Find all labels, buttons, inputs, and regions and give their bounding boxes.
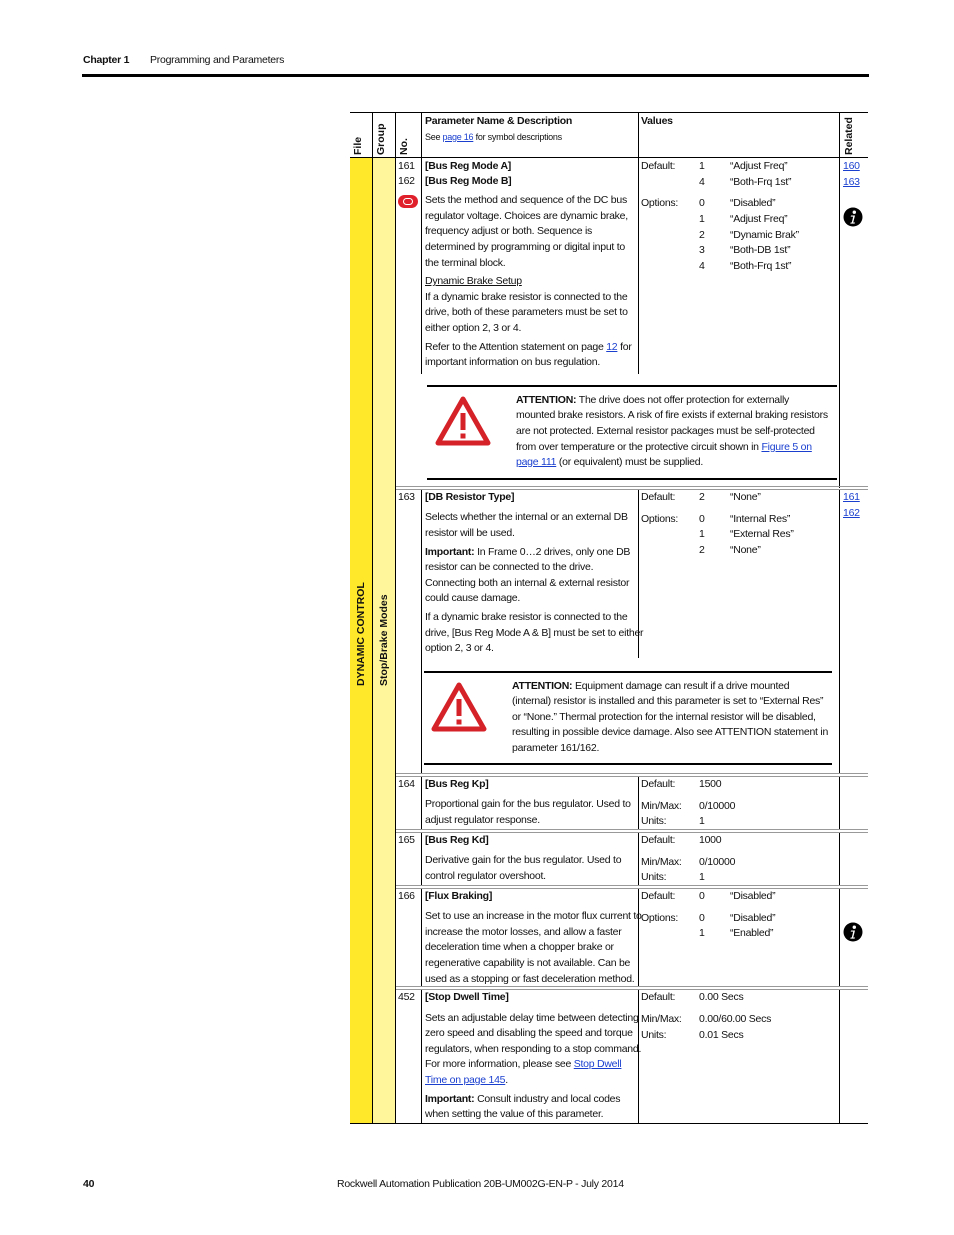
desc-line: If a dynamic brake resistor is connected to the: [425, 291, 628, 303]
desc-line: resistor can be connected to the drive.: [425, 561, 594, 573]
table-bottom-rule: [350, 1123, 868, 1124]
page-145-link[interactable]: Time on page 145: [425, 1074, 506, 1086]
col-divider-group: [395, 112, 396, 1124]
file-label: DYNAMIC CONTROL: [355, 582, 367, 686]
option-text: “Adjust Freq”: [730, 213, 788, 225]
desc-line: Refer to the Attention statement on page 12 for: [425, 341, 632, 353]
units-value: 1: [699, 871, 705, 883]
table-top-rule: [350, 112, 868, 113]
col-divider-desc-head: [638, 112, 639, 158]
desc-line: deceleration time when a chopper brake or: [425, 941, 614, 953]
page-number: 40: [83, 1178, 95, 1190]
minmax-value: 0/10000: [699, 800, 736, 812]
attention-line: ATTENTION: Equipment damage can result if a drive mounted: [512, 680, 790, 692]
option-text: “External Res”: [730, 528, 794, 540]
param-number: 161: [398, 160, 415, 172]
desc-line: could cause damage.: [425, 592, 521, 604]
options-label: Options:: [641, 912, 679, 924]
related-link-160[interactable]: 160: [843, 160, 860, 172]
units-value: 1: [699, 815, 705, 827]
publication-info: Rockwell Automation Publication 20B-UM002G-EN-P - July 2014: [337, 1178, 624, 1190]
option-text: “Both-DB 1st”: [730, 244, 791, 256]
attention-line: from over temperature or the protective circuit shown in Figure 5 on: [516, 441, 812, 453]
header-rule: [82, 74, 869, 77]
default-label: Default:: [641, 890, 676, 902]
param-number: 164: [398, 778, 415, 790]
param-number: 166: [398, 890, 415, 902]
default-label: Default:: [641, 491, 676, 503]
warning-triangle-icon: [431, 682, 487, 737]
default-value: 1000: [699, 834, 722, 846]
param-number: 163: [398, 491, 415, 503]
option-text: “Enabled”: [730, 927, 774, 939]
desc-line: used as a stopping or fast deceleration method.: [425, 973, 635, 985]
default-value: 0.00 Secs: [699, 991, 744, 1003]
option-text: “Dynamic Brak”: [730, 229, 799, 241]
desc-line: Sets an adjustable delay time between detecting: [425, 1012, 639, 1024]
chapter-label: Chapter 1: [83, 54, 130, 66]
stop-drive-icon: [398, 195, 418, 208]
options-label: Options:: [641, 197, 679, 209]
col-divider-values-head: [839, 112, 840, 158]
desc-line: Important: In Frame 0…2 drives, only one DB: [425, 546, 631, 558]
col-header-name-desc: Parameter Name & Description: [425, 115, 573, 127]
option-text: “None”: [730, 544, 761, 556]
param-name: [Flux Braking]: [425, 890, 493, 902]
col-header-values: Values: [641, 115, 673, 127]
col-divider-file: [372, 112, 373, 1124]
group-label: Stop/Brake Modes: [378, 594, 390, 686]
desc-line: option 2, 3 or 4.: [425, 642, 494, 654]
option-number: 3: [699, 244, 705, 256]
minmax-label: Min/Max:: [641, 800, 682, 812]
desc-line: adjust regulator response.: [425, 814, 540, 826]
desc-line: Selects whether the internal or an external DB: [425, 511, 628, 523]
minmax-label: Min/Max:: [641, 1013, 682, 1025]
desc-line: regulators, when responding to a stop command.: [425, 1043, 642, 1055]
desc-line: Important: Consult industry and local codes: [425, 1093, 621, 1105]
desc-line: Proportional gain for the bus regulator. Used to: [425, 798, 631, 810]
attention-line: ATTENTION: The drive does not offer protection for externally: [516, 394, 790, 406]
desc-line: Derivative gain for the bus regulator. Used to: [425, 854, 622, 866]
col-header-group: Group: [375, 123, 387, 155]
option-text: “Both-Frq 1st”: [730, 260, 792, 272]
param-name: [DB Resistor Type]: [425, 491, 515, 503]
default-label: Default:: [641, 778, 676, 790]
value-text: “None”: [730, 491, 761, 503]
desc-line: frequency adjust or both. Sequence is: [425, 225, 593, 237]
desc-line: when setting the value of this parameter.: [425, 1108, 604, 1120]
option-number: 0: [699, 912, 705, 924]
param-name: [Bus Reg Kp]: [425, 778, 489, 790]
desc-line: drive, [Bus Reg Mode A & B] must be set to either: [425, 627, 644, 639]
option-number: 1: [699, 927, 705, 939]
minmax-label: Min/Max:: [641, 856, 682, 868]
related-link-163[interactable]: 163: [843, 176, 860, 188]
value-number: 4: [699, 176, 705, 188]
stop-dwell-link[interactable]: Stop Dwell: [573, 1058, 622, 1070]
desc-line: For more information, please see Stop Dwell: [425, 1058, 622, 1070]
option-number: 1: [699, 528, 705, 540]
attention-line: parameter 161/162.: [512, 742, 600, 754]
option-text: “Disabled”: [730, 197, 776, 209]
info-icon: [843, 922, 863, 947]
default-value: 1500: [699, 778, 722, 790]
page-12-link[interactable]: 12: [606, 341, 618, 353]
option-text: “Internal Res”: [730, 513, 791, 525]
subheading: Dynamic Brake Setup: [425, 275, 522, 287]
default-label: Default:: [641, 834, 676, 846]
info-icon: [843, 207, 863, 232]
option-number: 2: [699, 229, 705, 241]
desc-line: Time on page 145.: [425, 1074, 508, 1086]
default-label: Default:: [641, 991, 676, 1003]
desc-line: increase the motor losses, and allow a faster: [425, 926, 622, 938]
attention-line: (internal) resistor is installed and this parameter is set to “External Res”: [512, 695, 824, 707]
desc-line: drive, both of these parameters must be set to: [425, 306, 628, 318]
chapter-title: Programming and Parameters: [150, 54, 285, 66]
minmax-value: 0/10000: [699, 856, 736, 868]
warning-triangle-icon: [435, 396, 491, 451]
page-16-link[interactable]: page 16: [442, 132, 474, 142]
attention-line: resulting in possible device damage. Also see ATTENTION statement in: [512, 726, 829, 738]
param-number: 162: [398, 175, 415, 187]
desc-line: zero speed and disabling the speed and torque: [425, 1027, 633, 1039]
attention-line: page 111 (or equivalent) must be supplied.: [516, 456, 703, 468]
option-number: 2: [699, 544, 705, 556]
minmax-value: 0.00/60.00 Secs: [699, 1013, 772, 1025]
options-label: Options:: [641, 513, 679, 525]
desc-line: Connecting both an internal & external resistor: [425, 577, 630, 589]
value-text: “Adjust Freq”: [730, 160, 788, 172]
param-name: [Bus Reg Mode A]: [425, 160, 512, 172]
col-header-related: Related: [843, 117, 855, 155]
option-number: 0: [699, 197, 705, 209]
related-link-161[interactable]: 161: [843, 491, 860, 503]
attention-line: mounted brake resistors. A risk of fire exists if external braking resistors: [516, 409, 828, 421]
option-number: 1: [699, 213, 705, 225]
units-label: Units:: [641, 815, 667, 827]
desc-line: control regulator overshoot.: [425, 870, 546, 882]
option-number: 4: [699, 260, 705, 272]
units-label: Units:: [641, 871, 667, 883]
desc-line: regenerative capability is not available. Can be: [425, 957, 631, 969]
related-link-162[interactable]: 162: [843, 507, 860, 519]
param-number: 452: [398, 991, 415, 1003]
value-text: “Both-Frq 1st”: [730, 176, 792, 188]
value-text: “Disabled”: [730, 890, 776, 902]
units-label: Units:: [641, 1029, 667, 1041]
param-name: [Stop Dwell Time]: [425, 991, 509, 1003]
col-header-file: File: [352, 136, 364, 155]
page-111-link[interactable]: page 111: [516, 456, 557, 468]
param-number: 165: [398, 834, 415, 846]
default-label: Default:: [641, 160, 676, 172]
desc-line: important information on bus regulation.: [425, 356, 601, 368]
see-note: See page 16 for symbol descriptions: [425, 132, 562, 142]
value-number: 2: [699, 491, 705, 503]
value-number: 1: [699, 160, 705, 172]
desc-line: Sets the method and sequence of the DC bus: [425, 194, 627, 206]
param-name: [Bus Reg Mode B]: [425, 175, 512, 187]
desc-line: Set to use an increase in the motor flux current to: [425, 910, 642, 922]
desc-line: the terminal block.: [425, 257, 506, 269]
param-name: [Bus Reg Kd]: [425, 834, 489, 846]
col-header-no: No.: [398, 138, 410, 155]
desc-line: either option 2, 3 or 4.: [425, 322, 522, 334]
attention-line: are not protected. External resistor packages must be self-protected: [516, 425, 815, 437]
option-number: 0: [699, 513, 705, 525]
col-divider-no-head: [421, 112, 422, 158]
value-number: 0: [699, 890, 705, 902]
option-text: “Disabled”: [730, 912, 776, 924]
desc-line: resistor will be used.: [425, 527, 515, 539]
desc-line: determined by programming or digital input to: [425, 241, 626, 253]
desc-line: regulator voltage. Choices are dynamic brake,: [425, 210, 628, 222]
header-bottom-rule: [350, 157, 868, 158]
figure-5-link[interactable]: Figure 5 on: [761, 441, 812, 453]
units-value: 0.01 Secs: [699, 1029, 744, 1041]
desc-line: If a dynamic brake resistor is connected to the: [425, 611, 628, 623]
attention-line: or “None.” Thermal protection for the internal resistor will be disabled,: [512, 711, 816, 723]
